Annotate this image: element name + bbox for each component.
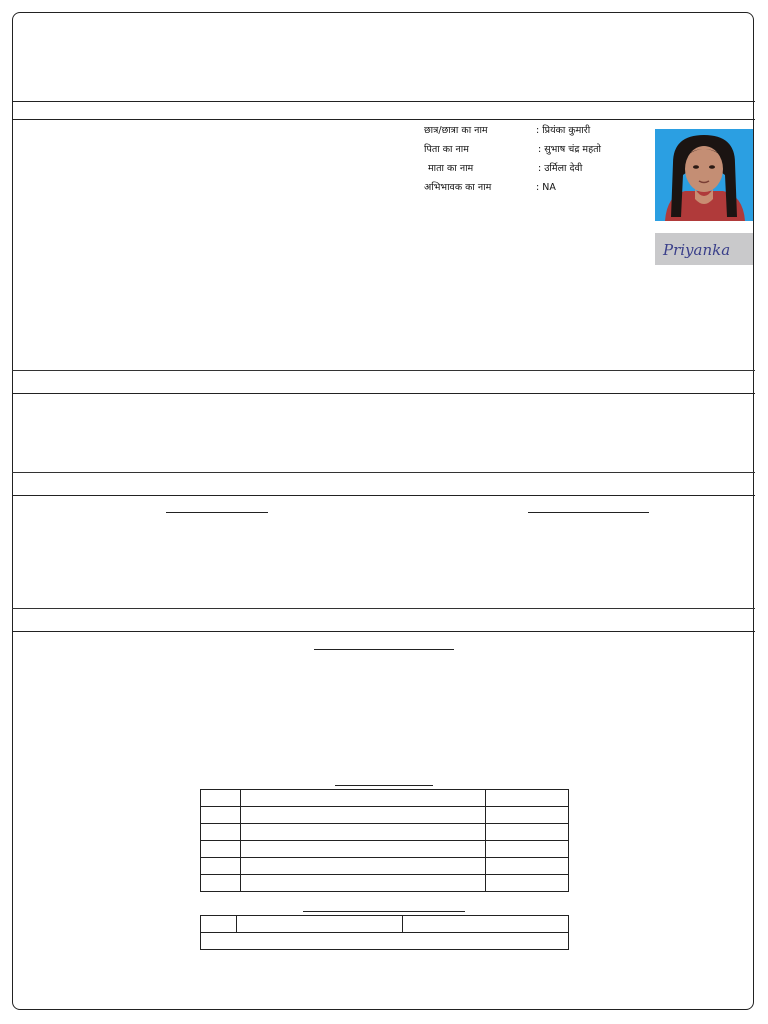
header-divider-top xyxy=(12,101,755,102)
table-row xyxy=(201,916,569,933)
heading-underline xyxy=(166,512,268,513)
table-row xyxy=(201,875,569,892)
section-divider xyxy=(12,472,755,473)
signature-text: Priyanka xyxy=(663,241,731,259)
heading-underline xyxy=(528,512,649,513)
table-row xyxy=(201,841,569,858)
section-divider xyxy=(12,370,755,371)
table-row xyxy=(201,790,569,807)
guardian-name-value: : NA xyxy=(536,182,556,193)
father-name-label: पिता का नाम xyxy=(424,144,469,155)
header-divider-bottom xyxy=(12,119,755,120)
heading-underline xyxy=(335,785,433,786)
heading-underline xyxy=(303,911,465,912)
table-row xyxy=(201,933,569,950)
student-name-value: : प्रियंका कुमारी xyxy=(536,125,591,136)
guardian-name-label: अभिभावक का नाम xyxy=(424,182,492,193)
candidate-photo xyxy=(655,129,753,221)
mother-name-value: : उर्मिला देवी xyxy=(538,163,583,174)
father-name-value: : सुभाष चंद्र महतो xyxy=(538,144,601,155)
section-divider xyxy=(12,608,755,609)
table-row xyxy=(201,807,569,824)
section-divider xyxy=(12,393,755,394)
schedule-table xyxy=(200,789,569,892)
mother-name-label: माता का नाम xyxy=(428,163,474,174)
table-row xyxy=(201,824,569,841)
table-row xyxy=(201,858,569,875)
heading-underline xyxy=(314,649,454,650)
section-divider xyxy=(12,631,755,632)
candidate-signature xyxy=(655,233,753,265)
summary-table xyxy=(200,915,569,950)
section-divider xyxy=(12,495,755,496)
student-name-label: छात्र/छात्रा का नाम xyxy=(424,125,488,136)
